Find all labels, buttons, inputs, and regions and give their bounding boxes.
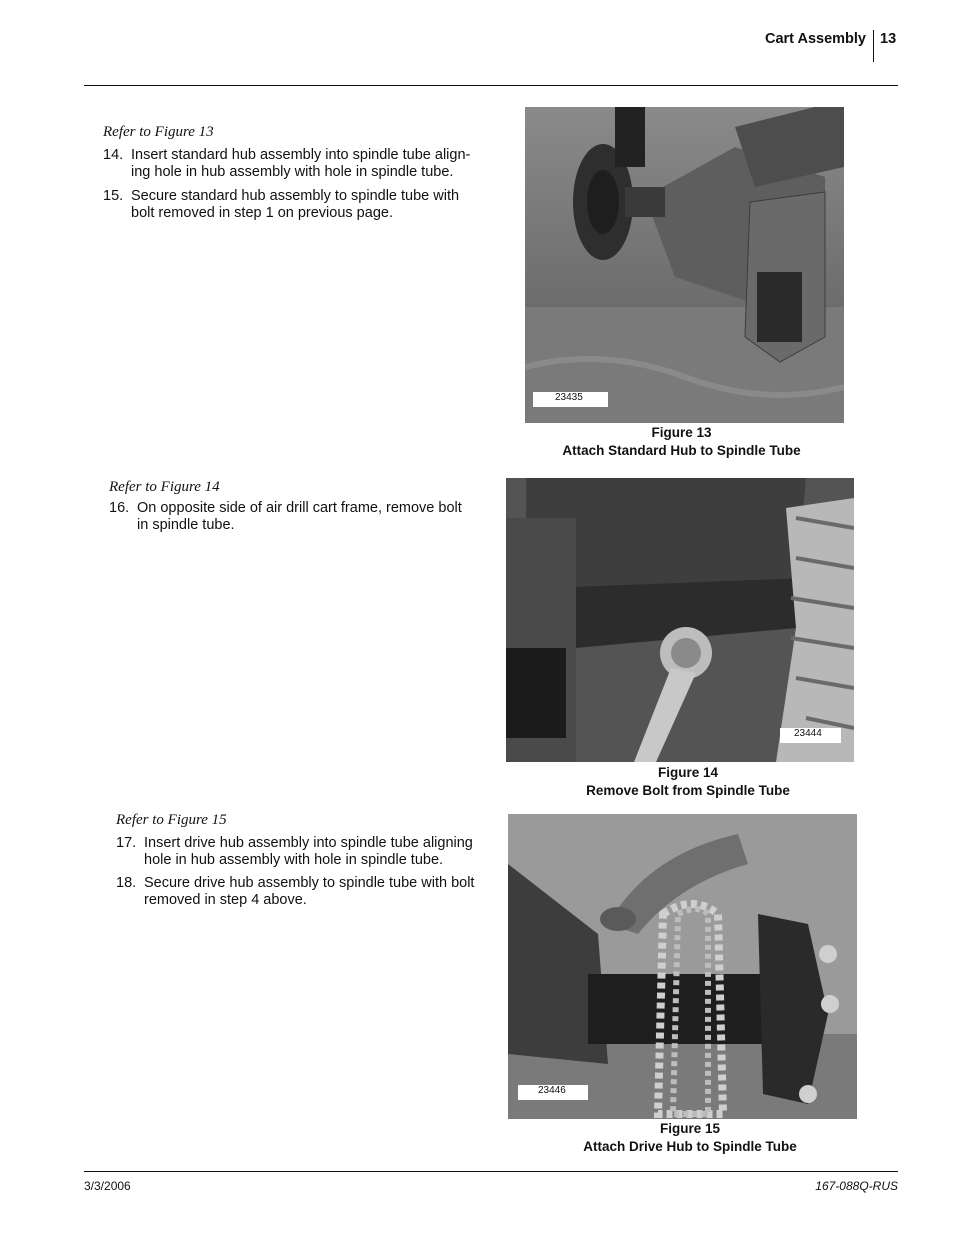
refer-figure-13: Refer to Figure 13 bbox=[103, 124, 214, 140]
document-number: 167-088Q-RUS bbox=[815, 1179, 898, 1193]
step-text bbox=[131, 147, 470, 181]
step-text bbox=[131, 188, 459, 222]
step-number: 18. bbox=[116, 875, 137, 891]
step-number: 15. bbox=[103, 188, 124, 204]
step-14 bbox=[103, 147, 503, 183]
step-16 bbox=[109, 500, 499, 536]
step-18 bbox=[116, 875, 506, 911]
figure-14-caption bbox=[529, 764, 847, 800]
figure-label: Figure 13 bbox=[651, 425, 712, 440]
step-text bbox=[144, 835, 473, 869]
step-text bbox=[144, 875, 474, 909]
step-line: removed in step 4 above. bbox=[144, 892, 307, 908]
figure-label: Figure 14 bbox=[657, 765, 719, 780]
figure-13-photo bbox=[525, 107, 844, 423]
step-line: bolt removed in step 1 on previous page. bbox=[131, 205, 393, 221]
figure-label: Figure 15 bbox=[659, 1121, 721, 1136]
refer-figure-15: Refer to Figure 15 bbox=[116, 812, 227, 828]
figure-title: Attach Drive Hub to Spindle Tube bbox=[583, 1139, 797, 1154]
step-number: 16. bbox=[109, 500, 130, 516]
step-15 bbox=[103, 188, 503, 224]
figure-tag: 23446 bbox=[518, 1085, 588, 1100]
figure-tag: 23444 bbox=[780, 728, 841, 743]
bottom-rule bbox=[84, 1171, 898, 1172]
step-number: 17. bbox=[116, 835, 137, 851]
header-divider bbox=[873, 30, 874, 62]
step-line: in spindle tube. bbox=[137, 517, 235, 533]
step-line: ing hole in hub assembly with hole in spindle tube. bbox=[131, 164, 454, 180]
figure-tag: 23435 bbox=[533, 392, 608, 407]
step-line: Secure standard hub assembly to spindle tube with bbox=[131, 188, 460, 204]
step-text bbox=[137, 500, 462, 534]
step-line: Insert standard hub assembly into spindle tube align- bbox=[131, 147, 471, 163]
figure-14-photo bbox=[506, 478, 854, 762]
step-number: 14. bbox=[103, 147, 124, 163]
figure-title: Remove Bolt from Spindle Tube bbox=[586, 783, 790, 798]
step-line: On opposite side of air drill cart frame, remove bolt bbox=[137, 500, 462, 516]
figure-15-photo bbox=[508, 814, 857, 1119]
step-line: Secure drive hub assembly to spindle tube with bolt bbox=[144, 875, 475, 891]
step-line: hole in hub assembly with hole in spindle tube. bbox=[144, 852, 444, 868]
figure-13-caption bbox=[525, 424, 838, 460]
section-title: Cart Assembly bbox=[764, 31, 866, 47]
page-number: 13 bbox=[880, 31, 897, 47]
footer-date: 3/3/2006 bbox=[84, 1179, 131, 1193]
top-rule bbox=[84, 85, 898, 86]
step-line: Insert drive hub assembly into spindle tube aligning bbox=[144, 835, 473, 851]
refer-figure-14: Refer to Figure 14 bbox=[109, 479, 220, 495]
figure-title: Attach Standard Hub to Spindle Tube bbox=[562, 443, 801, 458]
figure-15-caption bbox=[530, 1120, 850, 1156]
step-17 bbox=[116, 835, 506, 871]
